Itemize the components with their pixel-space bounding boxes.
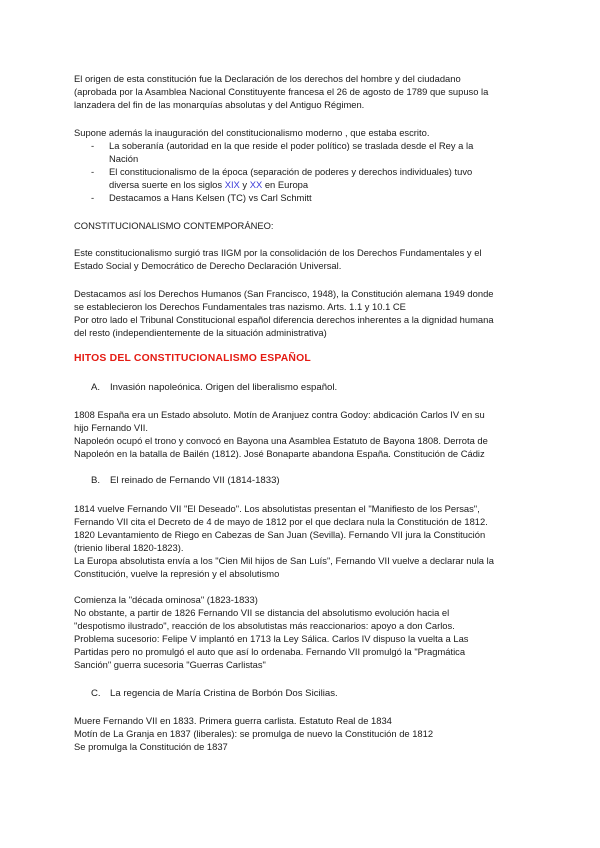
text-line: Fernando VII cita el Decreto de 4 de mayo de 1812 por el que declara nula la Constitución de 1812. [74,516,488,527]
section-title-text: Invasión napoleónica. Origen del liberalismo español. [110,382,338,393]
text-fragment: diversa suerte en los siglos [109,179,225,190]
bullet-dash: - [91,140,95,151]
section-c-title [91,687,338,700]
text-line: La Europa absolutista envía a los "Cien Mil hijos de San Luís", Fernando VII vuelve a declarar nula la [74,555,494,566]
text-line: 1814 vuelve Fernando VII "El Deseado". Los absolutistas presentan el "Manifiesto de los Persas", [74,503,480,514]
list-letter: B. [91,475,101,486]
text-line: del resto (independientemente de la situación administrativa) [74,327,327,338]
paragraph-contemporaneo [74,246,534,272]
text-line: Nación [109,153,139,164]
text-line [109,178,472,191]
text-line: (trienio liberal 1820-1823). [74,542,184,553]
text-line: Este constitucionalismo surgió tras IIGM por la consolidación de los Derechos Fundamentales y el [74,247,482,258]
section-title-text: La regencia de María Cristina de Borbón Dos Sicilias. [110,688,338,699]
text-line: Motín de La Granja en 1837 (liberales): se promulga de nuevo la Constitución de 1812 [74,728,434,739]
list-letter: A. [91,382,101,393]
paragraph-section-b [74,502,534,580]
text-line: Napoleón ocupó el trono y convocó en Bayona una Asamblea Estatuto de Bayona 1808. Derrota de [74,435,488,446]
text-fragment: en Europa [262,179,309,190]
text-line: "despotismo ilustrado", reacción de los absolutistas más reaccionarios: apoyo a don Carlos. [74,620,455,631]
text-line: Por otro lado el Tribunal Constitucional español diferencia derechos inherentes a la dignidad humana [74,314,494,325]
paragraph-decada-ominosa [74,593,534,671]
paragraph-derechos [74,287,534,339]
bullet-item [91,191,312,204]
text-line: Comienza la "década ominosa" (1823-1833) [74,594,258,605]
list-letter: C. [91,688,101,699]
text-line: Destacamos así los Derechos Humanos (San Francisco, 1948), la Constitución alemana 1949 donde [74,288,494,299]
section-heading-contemporaneo: CONSTITUCIONALISMO CONTEMPORÁNEO: [74,220,274,231]
text-line: Destacamos a Hans Kelsen (TC) vs Carl Schmitt [109,192,312,203]
bullet-dash: - [91,166,95,177]
section-title-text: El reinado de Fernando VII (1814-1833) [110,475,280,486]
text-line: No obstante, a partir de 1826 Fernando VII se distancia del absolutismo evolución hacia el [74,607,450,618]
text-line: 1808 España era un Estado absoluto. Motín de Aranjuez contra Godoy: abdicación Carlos IV en su [74,409,485,420]
text-line: se establecieron los Derechos Fundamentales tras nazismo. Arts. 1.1 y 10.1 CE [74,301,406,312]
text-line: Sanción" guerra sucesoria "Guerras Carlistas" [74,659,266,670]
bullet-item [91,139,474,165]
hitos-heading: HITOS DEL CONSTITUCIONALISMO ESPAÑOL [74,353,311,364]
paragraph-origin [74,72,534,111]
text-line: El constitucionalismo de la época (separación de poderes y derechos individuales) tuvo [109,166,473,177]
section-b-title [91,474,280,487]
text-line: Partidas pero no promulgó el auto que así lo ordenaba. Fernando VII promulgó la "Pragmática [74,646,466,657]
text-line: Se promulga la Constitución de 1837 [74,741,228,752]
text-line: hijo Fernando VII. [74,422,149,433]
text-line: La soberanía (autoridad en la que reside el poder político) se traslada desde el Rey a la [109,140,474,151]
text-fragment: y [239,179,250,190]
text-line: Muere Fernando VII en 1833. Primera guerra carlista. Estatuto Real de 1834 [74,715,392,726]
text-line: (aprobada por la Asamblea Nacional Constituyente francesa el 26 de agosto de 1789 que supuso la [74,86,489,97]
paragraph-section-a [74,408,534,460]
paragraph-section-c [74,714,534,753]
text-line: Problema sucesorio: Felipe V implantó en 1713 la Ley Sálica. Carlos IV dispuso la vuelta a Las [74,633,469,644]
bullet-item [91,165,473,191]
paragraph-supone: Supone además la inauguración del constitucionalismo moderno , que estaba escrito. [74,127,430,138]
text-line: lanzadera del fin de las monarquías absolutas y del Antiguo Régimen. [74,99,365,110]
text-line: Napoleón en la batalla de Bailén (1812). José Bonaparte abandona España. Constitución de Cádiz [74,448,485,459]
text-line: Constitución, vuelve la represión y el absolutismo [74,568,280,579]
section-a-title [91,381,337,394]
text-line: Estado Social y Democrático de Derecho Declaración Universal. [74,260,342,271]
century-numeral: XIX [224,179,240,190]
century-numeral: XX [249,179,263,190]
text-line: El origen de esta constitución fue la Declaración de los derechos del hombre y del ciudadano [74,73,461,84]
text-line: 1820 Levantamiento de Riego en Cabezas de San Juan (Sevilla). Fernando VII jura la Constitución [74,529,486,540]
bullet-dash: - [91,192,95,203]
